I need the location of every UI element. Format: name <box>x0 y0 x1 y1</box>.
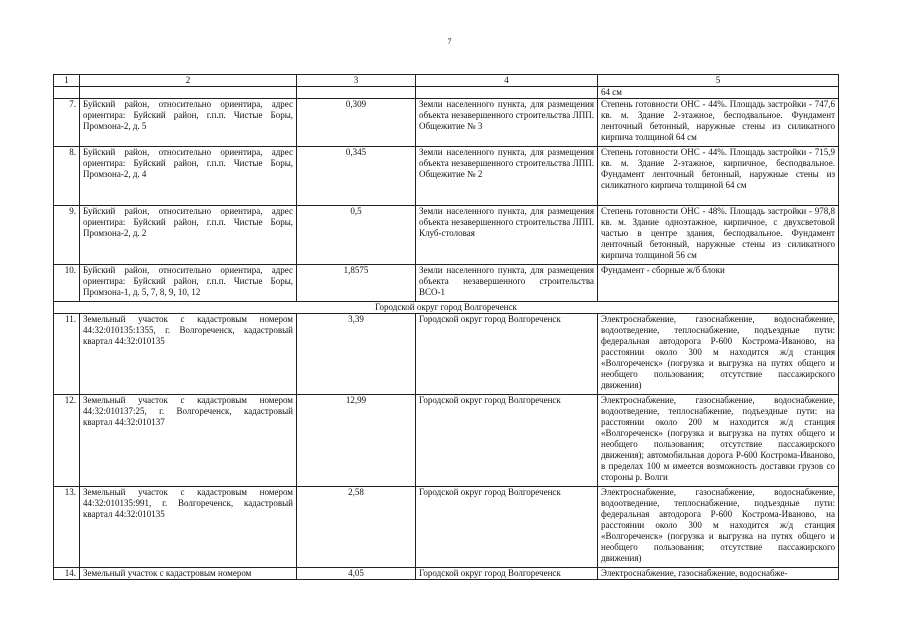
row-category: Земли населенного пункта, для размещения объекта незавершенного строительства ВСО-1 <box>416 265 598 302</box>
row-area: 1,8575 <box>297 265 416 302</box>
row-location: Земельный участок с кадастровым номером 44:32:010137:25, г. Волгореченск, кадастровый квартал 44:32:010137 <box>80 395 297 487</box>
row-location: Земельный участок с кадастровым номером 44:32:010135:991, г. Волгореченск, кадастровый квартал 44:32:010135 <box>80 487 297 568</box>
row-number: 7. <box>54 99 80 147</box>
section-title: Городской округ город Волгореченск <box>54 302 839 314</box>
row-category: Земли населенного пункта, для размещения объекта незавершенного строительства ЛПП. Общежитие № 3 <box>416 99 598 147</box>
row-area: 3,39 <box>297 314 416 395</box>
continuation-text: 64 см <box>598 87 839 99</box>
table-row <box>54 99 839 147</box>
row-description: Электроснабжение, газоснабжение, водоснабжение, водоотведение, теплоснабжение, подъездные пути: на расстоянии около 200 м находится ж/д станция «Волгореченск» (погрузка и выгрузка на путях общего и необщего пользования; отсутствие пассажирского движения); автомобильная дорога Р-600 Кострома-Иваново, в пределах 100 м имеется возможность доставки грузов со стороны р. Волги <box>598 395 839 487</box>
row-number: 9. <box>54 206 80 265</box>
row-location: Буйский район, относительно ориентира, адрес ориентира: Буйский район, г.п.п. Чистые Боры, Промзона-1, д. 5, 7, 8, 9, 10, 12 <box>80 265 297 302</box>
header-cell: 4 <box>416 75 598 87</box>
row-description: Электроснабжение, газоснабжение, водоснабжение, водоотведение, теплоснабжение, подъездные пути: федеральная автодорога Р-600 Кострома-Иваново, на расстоянии около 300 м находится ж/д станция «Волгореченск» (погрузка и выгрузка на путях общего и необщего пользования; отсутствие пассажирского движения) <box>598 487 839 568</box>
row-location: Буйский район, относительно ориентира, адрес ориентира: Буйский район, г.п.п. Чистые Боры, Промзона-2, д. 2 <box>80 206 297 265</box>
row-area: 2,58 <box>297 487 416 568</box>
table-row <box>54 487 839 568</box>
row-description: Фундамент - сборные ж/б блоки <box>598 265 839 302</box>
row-number: 8. <box>54 147 80 206</box>
continuation-row <box>54 87 839 99</box>
table-header-row <box>54 75 839 87</box>
page-number: 7 <box>447 37 452 46</box>
row-area: 0,345 <box>297 147 416 206</box>
row-category: Земли населенного пункта, для размещения объекта незавершенного строительства ЛПП. Общежитие № 2 <box>416 147 598 206</box>
row-area: 0,5 <box>297 206 416 265</box>
row-description: Степень готовности ОНС - 44%. Площадь застройки - 715,9 кв. м. Здание 2-этажное, кирпичное, бесподвальное. Фундамент ленточный бетонный, наружные стены из силикатного кирпича толщиной 64 см <box>598 147 839 206</box>
row-category: Городской округ город Волгореченск <box>416 487 598 568</box>
table-row <box>54 265 839 302</box>
row-description: Электроснабжение, газоснабжение, водоснабже- <box>598 568 839 580</box>
table-row <box>54 314 839 395</box>
row-location: Буйский район, относительно ориентира, адрес ориентира: Буйский район, г.п.п. Чистые Боры, Промзона-2, д. 5 <box>80 99 297 147</box>
row-location: Земельный участок с кадастровым номером <box>80 568 297 580</box>
row-number: 14. <box>54 568 80 580</box>
row-number: 11. <box>54 314 80 395</box>
row-location: Земельный участок с кадастровым номером 44:32:010135:1355, г. Волгореченск, кадастровый квартал 44:32:010135 <box>80 314 297 395</box>
row-category: Городской округ город Волгореченск <box>416 314 598 395</box>
row-number: 10. <box>54 265 80 302</box>
table-row <box>54 568 839 580</box>
land-plots-table <box>53 74 839 580</box>
row-description: Степень готовности ОНС - 48%. Площадь застройки - 978,8 кв. м. Здание одноэтажное, кирпичное, с двухсветовой частью в центре здания, бесподвальное. Фундамент ленточный бетонный, наружные стены из силикатного кирпича толщиной 56 см <box>598 206 839 265</box>
header-cell: 3 <box>297 75 416 87</box>
table-row <box>54 147 839 206</box>
table-row <box>54 206 839 265</box>
table-row <box>54 395 839 487</box>
row-description: Электроснабжение, газоснабжение, водоснабжение, водоотведение, теплоснабжение, подъездные пути: федеральная автодорога Р-600 Кострома-Иваново, на расстоянии около 300 м находится ж/д станция «Волгореченск» (погрузка и выгрузка на путях общего и необщего пользования; отсутствие пассажирского движения) <box>598 314 839 395</box>
header-cell: 5 <box>598 75 839 87</box>
row-category: Земли населенного пункта, для размещения объекта незавершенного строительства ЛПП. Клуб-столовая <box>416 206 598 265</box>
section-row <box>54 302 839 314</box>
row-category: Городской округ город Волгореченск <box>416 568 598 580</box>
row-location: Буйский район, относительно ориентира, адрес ориентира: Буйский район, г.п.п. Чистые Боры, Промзона-2, д. 4 <box>80 147 297 206</box>
row-category: Городской округ город Волгореченск <box>416 395 598 487</box>
row-area: 12,99 <box>297 395 416 487</box>
row-number: 12. <box>54 395 80 487</box>
row-area: 4,05 <box>297 568 416 580</box>
header-cell: 1 <box>54 75 80 87</box>
row-number: 13. <box>54 487 80 568</box>
header-cell: 2 <box>80 75 297 87</box>
row-description: Степень готовности ОНС - 44%. Площадь застройки - 747,6 кв. м. Здание 2-этажное, бесподвальное. Фундамент ленточный бетонный, наружные стены из силикатного кирпича толщиной 64 см <box>598 99 839 147</box>
row-area: 0,309 <box>297 99 416 147</box>
